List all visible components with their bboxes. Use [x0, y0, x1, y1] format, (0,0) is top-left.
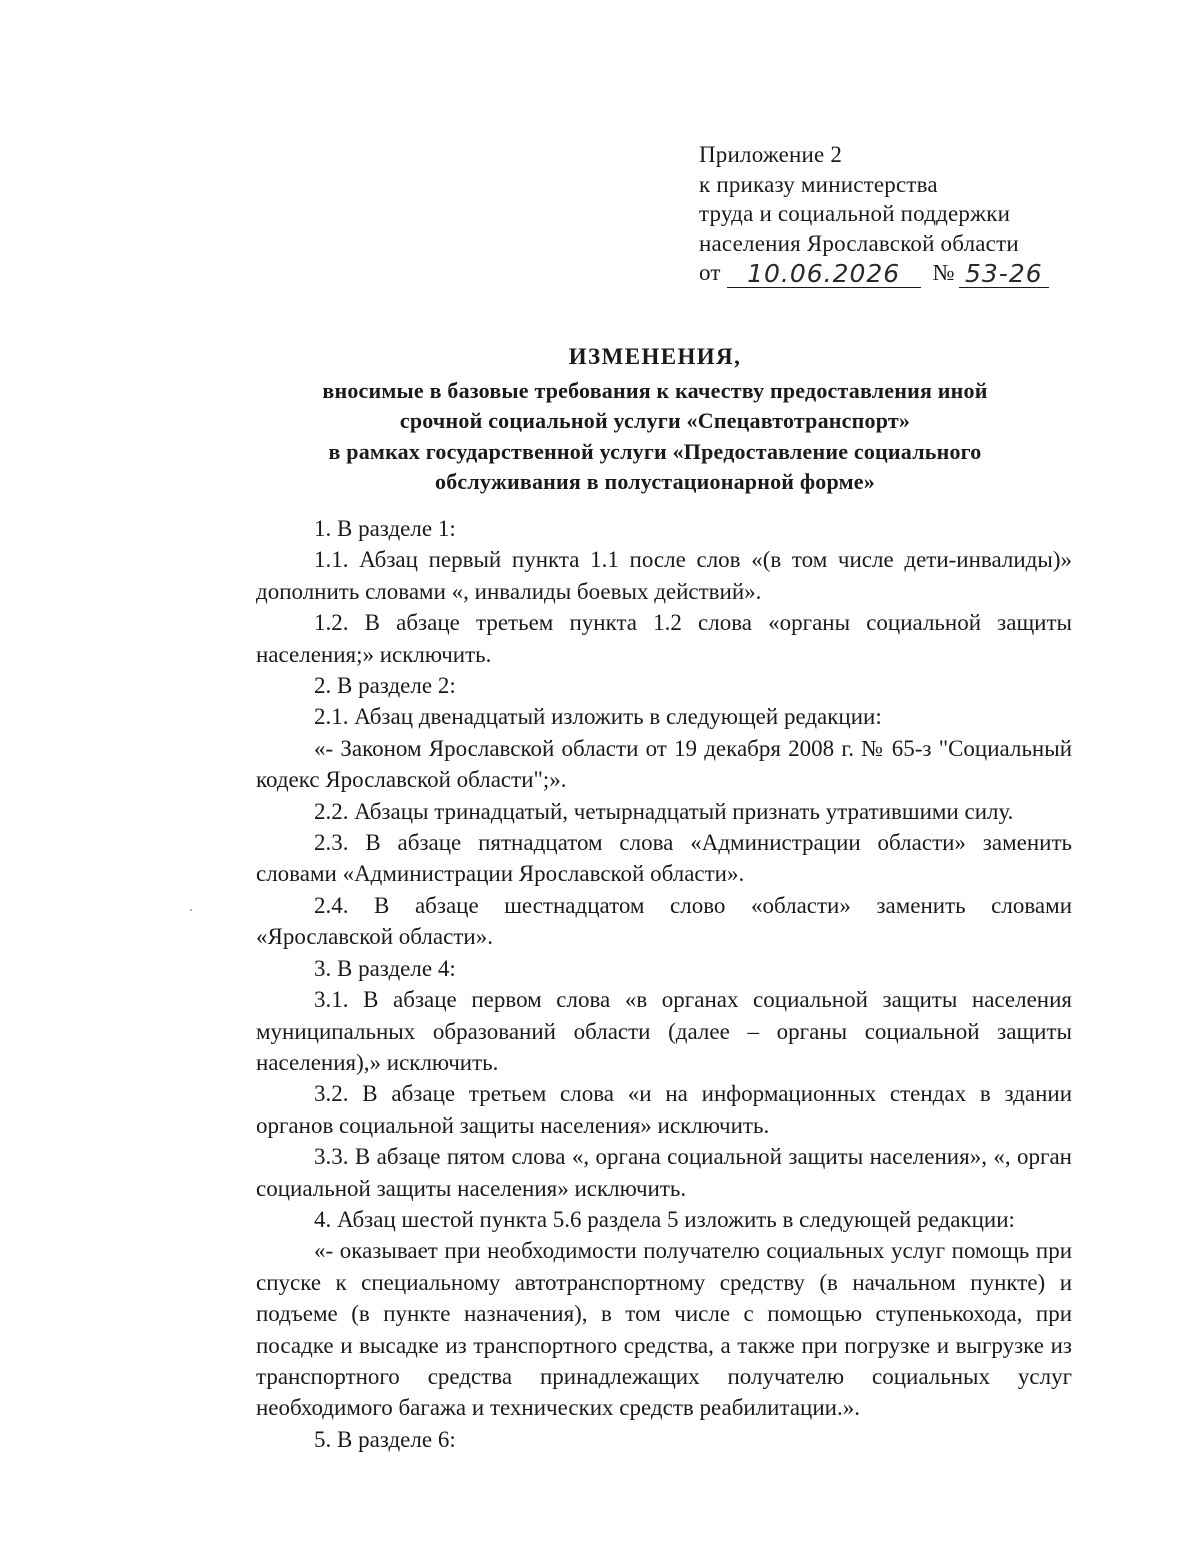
order-reference [699, 258, 1049, 288]
paragraph-1-2: 1.2. В абзаце третьем пункта 1.2 слова «органы социальной защиты населения;» исключить. [256, 610, 1072, 667]
paragraph-1-1: 1.1. Абзац первый пункта 1.1 после слов «(в том числе дети-инвалиды)» дополнить словами «, инвалиды боевых действий». [256, 547, 1072, 604]
title-line-2: срочной социальной услуги «Спецавтотранспорт» [399, 408, 911, 433]
title-line-3: в рамках государственной услуги «Предоставление социального [328, 438, 982, 464]
paragraph-4-quote: «- оказывает при необходимости получателю социальных услуг помощь при спуске к специальному автотранспортному средству (в начальном пункте) и подъеме (в пункте назначения), в том числе с помощью ступенькохода, при посадке и высадке из транспортного средства, а также при погрузке и выгрузке из транспортного средства принадлежащих получателю социальных услуг необходимого багажа и технических средств реабилитации.». [256, 1238, 1072, 1421]
title-line-4: обслуживания в полустационарной форме» [435, 469, 875, 494]
date-prefix: от [699, 260, 721, 285]
paragraph-4: 4. Абзац шестой пункта 5.6 раздела 5 изложить в следующей редакции: [314, 1206, 1015, 1232]
appendix-line-3: труда и социальной поддержки [699, 201, 1011, 226]
handwritten-date: 10.06.2026 [747, 258, 901, 288]
paragraph-2: 2. В разделе 2: [314, 673, 456, 699]
appendix-line-2: к приказу министерства [699, 171, 938, 197]
paragraph-3-3: 3.3. В абзаце пятом слова «, органа социальной защиты населения», «, орган социальной защиты населения» исключить. [256, 1144, 1072, 1201]
appendix-block [699, 140, 1049, 288]
document-body [256, 513, 1072, 1455]
paragraph-2-1-quote: «- Законом Ярославской области от 19 декабря 2008 г. № 65-з "Социальный кодекс Ярославской области";». [256, 735, 1072, 793]
paragraph-3: 3. В разделе 4: [314, 955, 456, 981]
title-line-1: вносимые в базовые требования к качеству предоставления иной [322, 377, 988, 403]
number-field [959, 258, 1049, 288]
paragraph-2-1: 2.1. Абзац двенадцатый изложить в следующей редакции: [314, 704, 882, 730]
paragraph-2-2: 2.2. Абзацы тринадцатый, четырнадцатый признать утратившими силу. [314, 798, 1014, 824]
paragraph-1: 1. В разделе 1: [314, 516, 456, 541]
title-heading: ИЗМЕНЕНИЯ, [568, 344, 742, 369]
date-field [727, 258, 921, 288]
paragraph-5: 5. В разделе 6: [314, 1426, 456, 1452]
appendix-line-1: Приложение 2 [699, 142, 843, 167]
scan-artifact [190, 909, 192, 911]
handwritten-number: 53-26 [964, 258, 1043, 288]
paragraph-2-4: 2.4. В абзаце шестнадцатом слово «области» заменить словами «Ярославской области». [256, 892, 1072, 950]
appendix-line-4: населения Ярославской области [699, 230, 1019, 256]
document-title [240, 342, 1070, 498]
paragraph-3-2: 3.2. В абзаце третьем слова «и на информационных стендах в здании органов социальной защиты населения» исключить. [256, 1081, 1072, 1138]
number-prefix: № [932, 260, 955, 285]
paragraph-3-1: 3.1. В абзаце первом слова «в органах социальной защиты населения муниципальных образований области (далее – органы социальной защиты населения),» исключить. [256, 987, 1072, 1075]
paragraph-2-3: 2.3. В абзаце пятнадцатом слова «Администрации области» заменить словами «Администрации Ярославской области». [256, 830, 1072, 887]
